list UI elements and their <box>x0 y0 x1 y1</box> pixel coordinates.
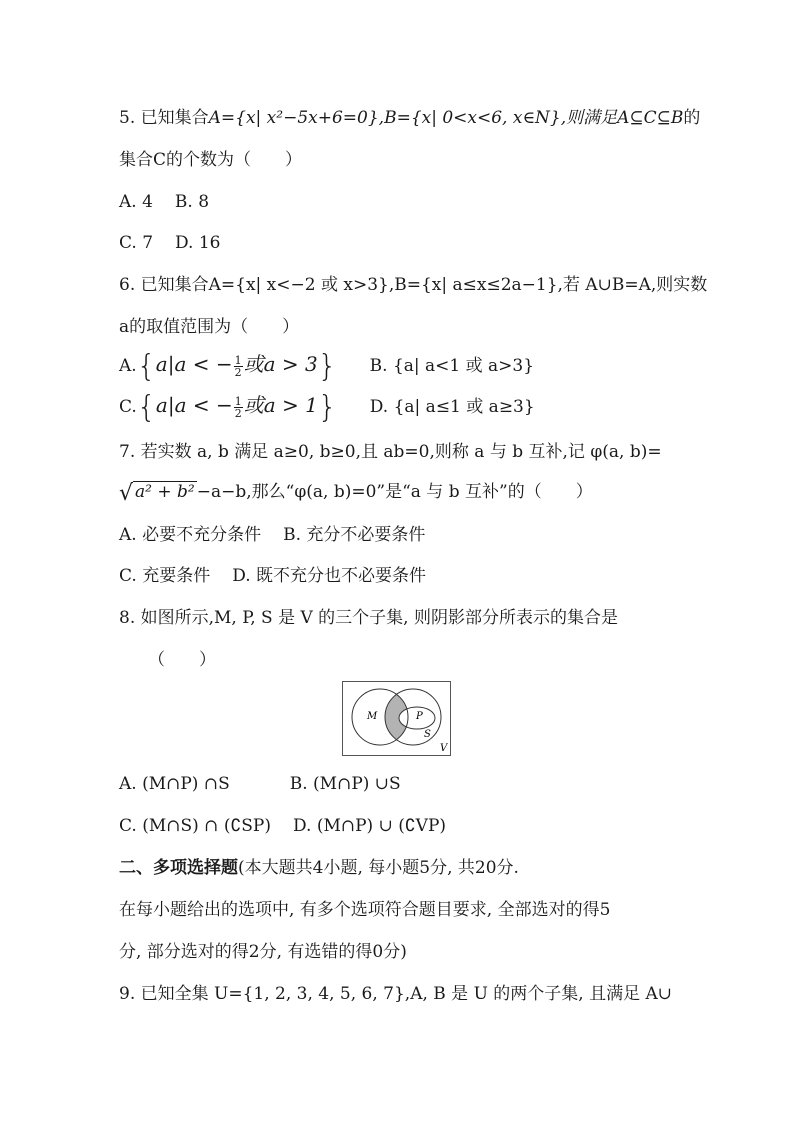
section2-desc3: 分, 部分选对的得2分, 有选错的得0分) <box>119 942 407 962</box>
q6-option-a: A.{a|a < − $\frac{1}{2}$ 或a > 3} <box>119 349 337 384</box>
q7-option-b: B. 充分不必要条件 <box>283 525 426 545</box>
q6-option-b: B. {a| a<1 或 a>3} <box>369 356 535 376</box>
section-title: 二、多项选择题 <box>119 858 238 878</box>
q8-option-b: B. (M∩P) ∪S <box>289 774 401 794</box>
q7-option-a: A. 必要不充分条件 <box>119 525 262 545</box>
q5-line2: 集合C的个数为（ ） <box>119 150 303 170</box>
section2-header <box>119 856 519 880</box>
q8-options-ab <box>119 772 401 796</box>
q5-option-d: D. 16 <box>175 233 221 253</box>
q5-option-b: B. 8 <box>174 192 210 212</box>
q6-line2: a的取值范围为（ ） <box>119 317 300 337</box>
q7-options-ab <box>119 523 425 547</box>
section-desc: (本大题共4小题, 每小题5分, 共20分. <box>238 858 519 878</box>
sqrt-expression: √ a² + b² <box>119 481 195 506</box>
q6-option-d: D. {a| a≤1 或 a≥3} <box>369 397 535 417</box>
q8-option-a: A. (M∩P) ∩S <box>119 774 230 794</box>
q7-options-cd <box>119 564 426 588</box>
section2-desc2: 在每小题给出的选项中, 有多个选项符合题目要求, 全部选对的得5 <box>119 900 611 920</box>
q8-option-d: D. (M∩P) ∪ (∁VP) <box>293 816 447 836</box>
q8-line1: 8. 如图所示,M, P, S 是 V 的三个子集, 则阴影部分所表示的集合是 <box>119 608 618 628</box>
q9-line1: 9. 已知全集 U={1, 2, 3, 4, 5, 6, 7},A, B 是 U 的两个子集, 且满足 A∪ <box>119 984 673 1004</box>
q6-line1: 6. 已知集合A={x| x<−2 或 x>3},B={x| a≤x≤2a−1},若 A∪B=A,则实数 <box>119 275 708 295</box>
q8-option-c: C. (M∩S) ∩ (∁SP) <box>119 816 271 836</box>
q5-options-ab <box>119 190 209 214</box>
q5-options-cd <box>119 231 221 255</box>
venn-diagram <box>342 681 451 756</box>
q7-option-d: D. 既不充分也不必要条件 <box>232 566 427 586</box>
label-m: M <box>367 711 378 722</box>
fraction: $\frac{1}{2}$ <box>234 395 242 420</box>
label-p: P <box>416 711 423 722</box>
q6-option-c: C.{a|a < − $\frac{1}{2}$ 或a > 1} <box>119 390 337 425</box>
q7-option-c: C. 充要条件 <box>119 566 211 586</box>
q6-options-cd <box>119 390 535 425</box>
q8-options-cd <box>119 814 446 838</box>
q5-option-c: C. 7 <box>119 233 154 253</box>
q7-line1: 7. 若实数 a, b 满足 a≥0, b≥0,且 ab=0,则称 a 与 b 互补,记 φ(a, b)= <box>119 442 662 462</box>
q7-line2: √ a² + b² −a−b,那么“φ(a, b)=0”是“a 与 b 互补”的（ ） <box>119 481 593 506</box>
label-s: S <box>424 729 431 740</box>
fraction: $\frac{1}{2}$ <box>234 354 242 379</box>
q5-option-a: A. 4 <box>119 192 153 212</box>
label-v: V <box>440 743 448 754</box>
q8-line2: （ ） <box>148 650 216 670</box>
q6-options-ab <box>119 349 535 384</box>
q5-line1: 5. 已知集合A={x| x²−5x+6=0},B={x| 0<x<6, x∈N},则满足A⊆C⊆B的 <box>119 108 701 128</box>
